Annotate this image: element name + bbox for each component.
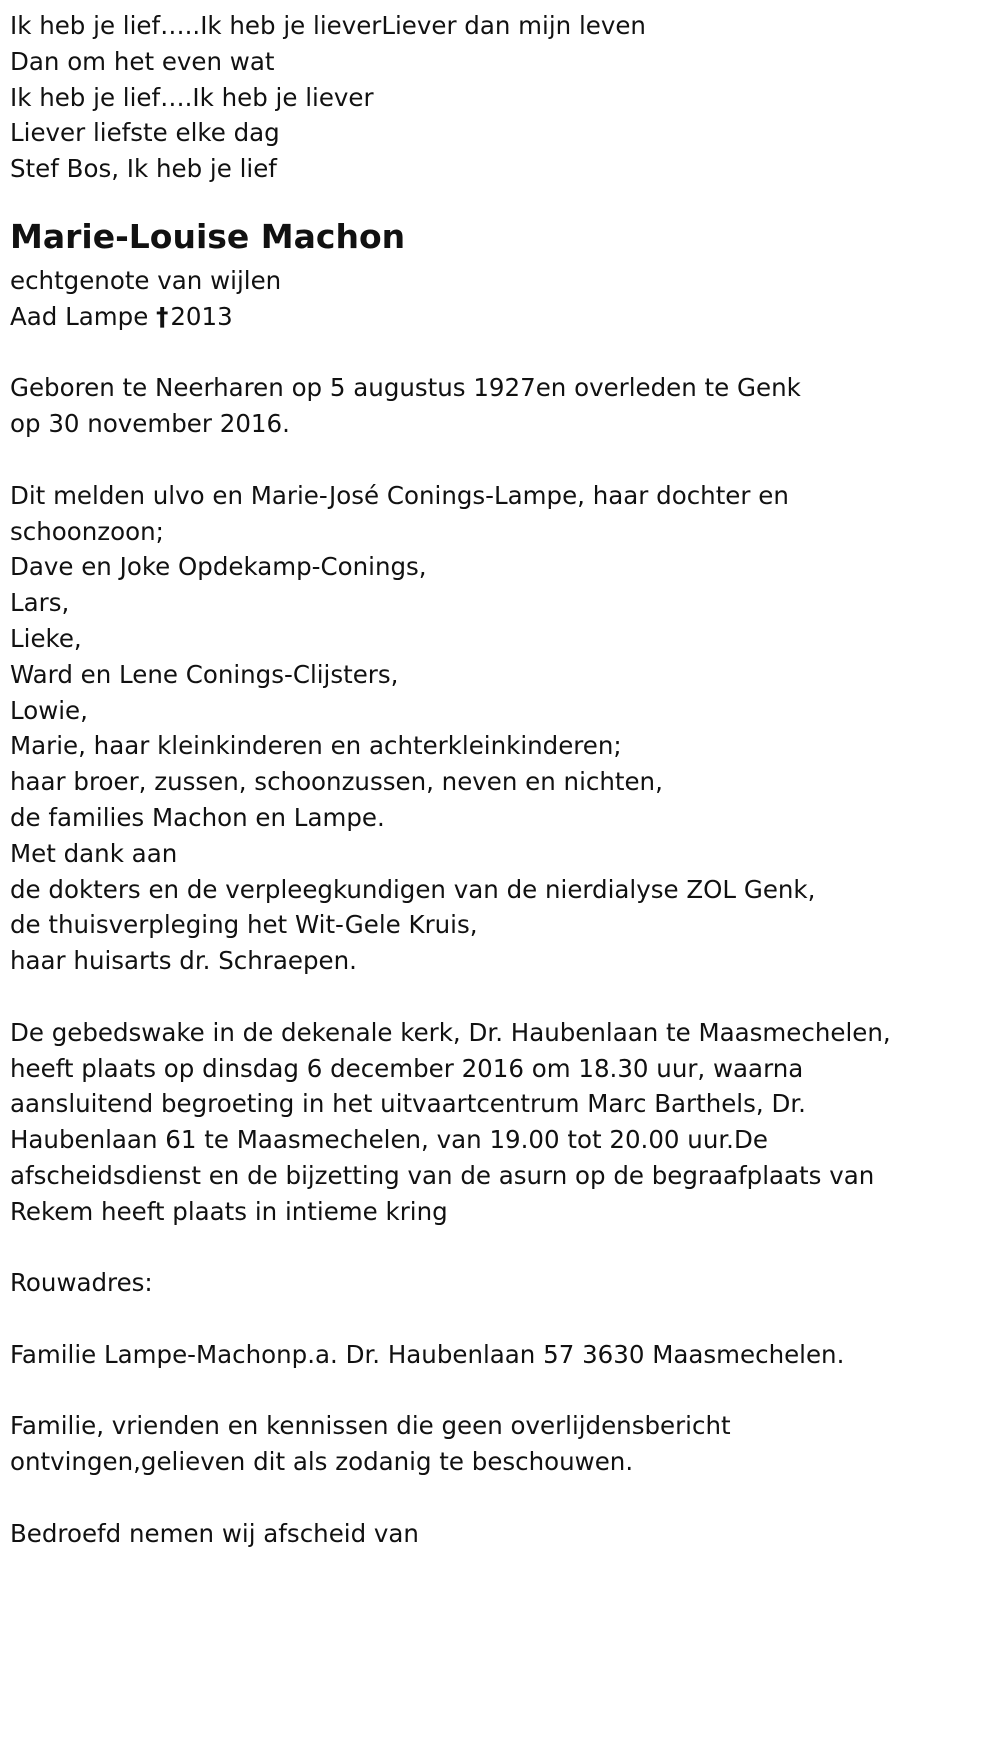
announcers-paragraph xyxy=(10,478,990,979)
announcer-line: Marie, haar kleinkinderen en achterkleinkinderen; xyxy=(10,731,622,761)
spacer xyxy=(10,442,990,478)
ceremony-paragraph xyxy=(10,1015,990,1230)
announcer-line: haar broer, zussen, schoonzussen, neven en nichten, xyxy=(10,767,663,797)
ceremony-line: Rekem heeft plaats in intieme kring xyxy=(10,1196,448,1226)
spacer xyxy=(10,1301,990,1337)
birth-death-line: op 30 november 2016. xyxy=(10,409,290,439)
relation-text: echtgenote van wijlen xyxy=(10,265,282,295)
announcer-line: Lieke, xyxy=(10,623,82,653)
spouse-name: Aad Lampe xyxy=(10,301,149,331)
mourning-address: Familie Lampe-Machonp.a. Dr. Haubenlaan 57 3630 Maasmechelen. xyxy=(10,1339,845,1369)
cross-icon: † xyxy=(156,301,169,331)
spacer xyxy=(10,1373,990,1409)
spacer xyxy=(10,1230,990,1266)
thanks-line: haar huisarts dr. Schraepen. xyxy=(10,946,357,976)
ceremony-line: Haubenlaan 61 te Maasmechelen, van 19.00 tot 20.00 uur.De xyxy=(10,1125,768,1155)
spouse-line xyxy=(10,299,990,335)
ceremony-line: De gebedswake in de dekenale kerk, Dr. Haubenlaan te Maasmechelen, xyxy=(10,1017,891,1047)
thanks-line: Met dank aan xyxy=(10,838,178,868)
spacer xyxy=(10,979,990,1015)
poem-line: Dan om het even wat xyxy=(10,46,275,76)
notice-note-paragraph xyxy=(10,1408,990,1480)
poem-line: Ik heb je lief…..Ik heb je lieverLiever dan mijn leven xyxy=(10,11,646,40)
announcer-line: schoonzoon; xyxy=(10,516,164,546)
announcer-line: Ward en Lene Conings-Clijsters, xyxy=(10,659,399,689)
thanks-line: de thuisverpleging het Wit-Gele Kruis, xyxy=(10,910,478,940)
notice-note-line: Familie, vrienden en kennissen die geen overlijdensbericht xyxy=(10,1411,731,1441)
spacer xyxy=(10,1480,990,1516)
announcer-line: Lowie, xyxy=(10,695,88,725)
ceremony-line: afscheidsdienst en de bijzetting van de asurn op de begraafplaats van xyxy=(10,1160,875,1190)
spacer xyxy=(10,335,990,371)
ceremony-line: heeft plaats op dinsdag 6 december 2016 om 18.30 uur, waarna xyxy=(10,1053,804,1083)
announcer-line: Dave en Joke Opdekamp-Conings, xyxy=(10,552,427,582)
thanks-line: de dokters en de verpleegkundigen van de nierdialyse ZOL Genk, xyxy=(10,874,816,904)
announcer-line: Lars, xyxy=(10,588,70,618)
poem-attribution: Stef Bos, Ik heb je lief xyxy=(10,154,277,184)
announcer-line: de families Machon en Lampe. xyxy=(10,802,385,832)
poem-line: Ik heb je lief….Ik heb je liever xyxy=(10,82,374,112)
closing-line: Bedroefd nemen wij afscheid van xyxy=(10,1518,419,1548)
spouse-year: 2013 xyxy=(170,301,233,331)
birth-death-line: Geboren te Neerharen op 5 augustus 1927en overleden te Genk xyxy=(10,373,801,403)
announcer-line: Dit melden ulvo en Marie-José Conings-Lampe, haar dochter en xyxy=(10,480,789,510)
deceased-name: Marie-Louise Machon xyxy=(10,216,406,256)
address-label: Rouwadres: xyxy=(10,1268,153,1298)
poem-line: Liever liefste elke dag xyxy=(10,118,280,148)
birth-death-paragraph xyxy=(10,370,990,442)
notice-note-line: ontvingen,gelieven dit als zodanig te beschouwen. xyxy=(10,1447,634,1477)
ceremony-line: aansluitend begroeting in het uitvaartcentrum Marc Barthels, Dr. xyxy=(10,1089,806,1119)
poem xyxy=(10,8,990,187)
